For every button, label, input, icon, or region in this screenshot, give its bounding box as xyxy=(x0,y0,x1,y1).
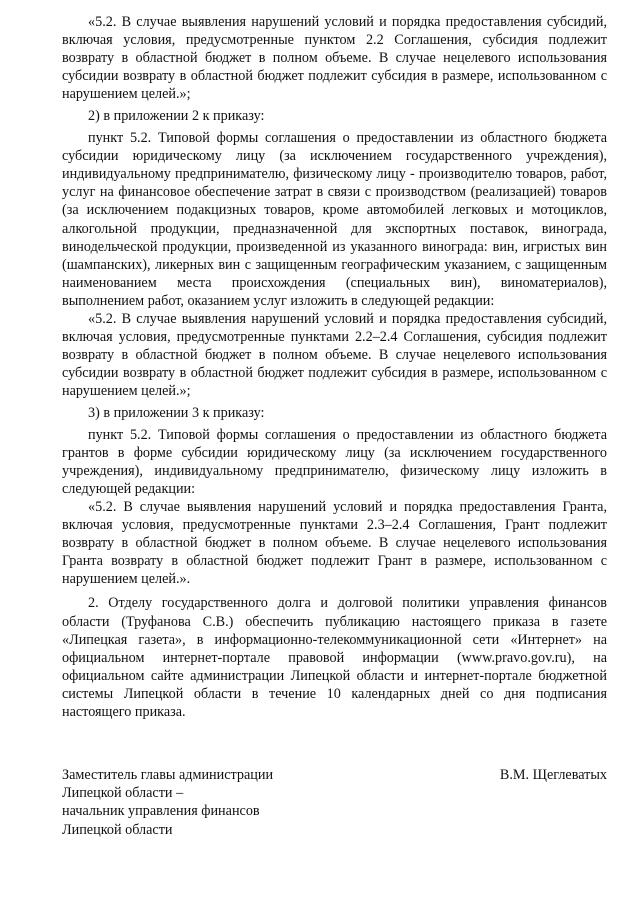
appendix-3-clause-paragraph: пункт 5.2. Типовой формы соглашения о предоставлении из областного бюджета грантов в форме субсидии юридическому лицу (за исключением государственного учреждения), индивидуальному предпринимателю, физическому лицу изложить в следующей редакции: xyxy=(62,427,607,498)
quote-paragraph-1: «5.2. В случае выявления нарушений условий и порядка предоставления субсидий, включая условия, предусмотренные пунктом 2.2 Соглашения, субсидия подлежит возврату в областной бюджет в полном объеме. В случае нецелевого использования субсидии возврату в областной бюджет подлежит субсидия в размере, использованном с нарушением целей.»; xyxy=(62,14,607,103)
signatory-position xyxy=(62,766,273,839)
list-item-appendix-3: 3) в приложении 3 к приказу: xyxy=(88,404,265,421)
signatory-name: В.М. Щеглеватых xyxy=(499,767,607,783)
section-2-paragraph: 2. Отделу государственного долга и долговой политики управления финансов области (Труфанова С.В.) обеспечить публикацию настоящего приказа в газете «Липецкая газета», в информационно-телекоммуникационной сети «Интернет» на официальном интернет-портале правовой информации (www.pravo.gov.ru), на официальном сайте администрации Липецкой области и интернет-портале бюджетной системы Липецкой области в течение 10 календарных дней со дня подписания настоящего приказа. xyxy=(62,595,607,720)
signatory-position-line: начальник управления финансов xyxy=(62,803,260,820)
list-item-appendix-2: 2) в приложении 2 к приказу: xyxy=(88,108,265,125)
signatory-position-line: Липецкой области – xyxy=(62,785,184,802)
appendix-2-clause-paragraph: пункт 5.2. Типовой формы соглашения о предоставлении из областного бюджета субсидии юридическому лицу (за исключением государственного учреждения), индивидуальному предпринимателю, физическому лицу - производителю товаров, работ, услуг на финансовое обеспечение затрат в связи с производством (реализацией) товаров (за исключением подакцизных товаров, кроме автомобилей легковых и мотоциклов, алкогольной продукции, предназначенной для экспортных поставок, винограда, винодельческой продукции, произведенной из указанного винограда: вин, игристых вин (шампанских), ликерных вин с защищенным географическим указанием, с защищенным наименованием места происхождения (специальных вин), виноматериалов), выполнением работ, оказанием услуг изложить в следующей редакции: xyxy=(62,130,607,309)
quote-paragraph-3: «5.2. В случае выявления нарушений условий и порядка предоставления Гранта, включая условия, предусмотренные пунктами 2.3–2.4 Соглашения, Грант подлежит возврату в областной бюджет в полном объеме. В случае нецелевого использования Гранта возврату в областной бюджет подлежит Грант в размере, использованном с нарушением целей.». xyxy=(62,499,607,588)
signatory-position-line: Заместитель главы администрации xyxy=(62,767,274,783)
quote-paragraph-2: «5.2. В случае выявления нарушений условий и порядка предоставления субсидий, включая условия, предусмотренные пунктами 2.2–2.4 Соглашения, субсидия подлежит возврату в областной бюджет в полном объеме. В случае нецелевого использования субсидии возврату в областной бюджет подлежит субсидия в размере, использованном с нарушением целей.»; xyxy=(62,310,607,399)
signatory-position-line: Липецкой области xyxy=(62,821,173,838)
